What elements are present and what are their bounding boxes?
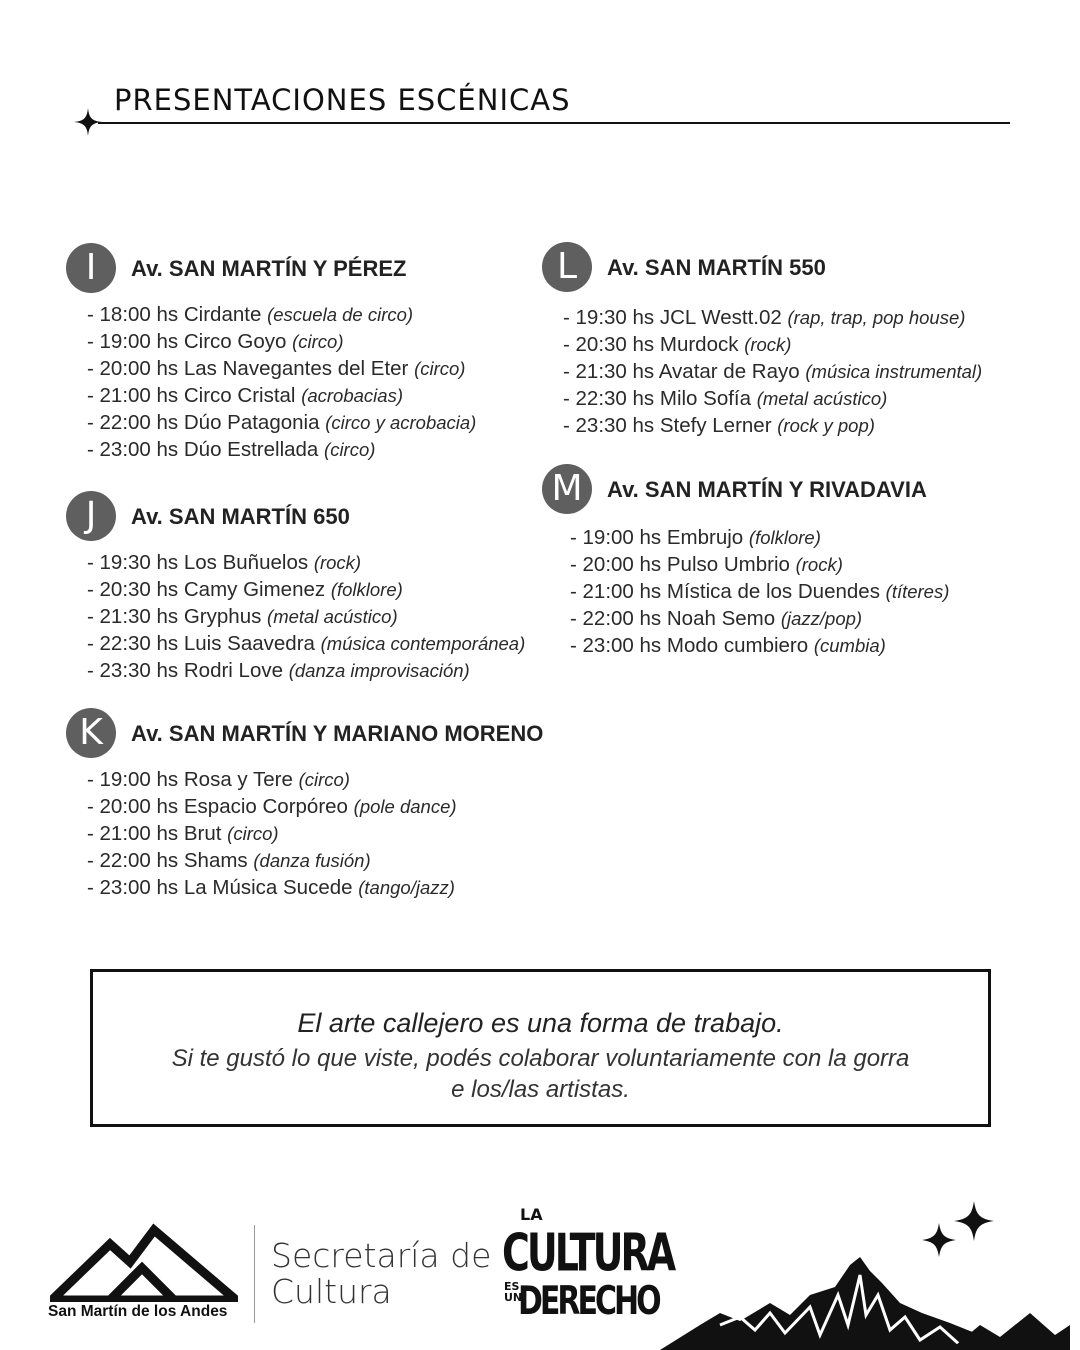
- notice-body-line: Si te gustó lo que viste, podés colaborar voluntariamente con la gorra: [171, 1045, 910, 1072]
- event-item: - 23:30 hs Stefy Lerner (rock y pop): [563, 414, 875, 437]
- venue-block: [66, 708, 544, 901]
- venue-letter-badge: M: [542, 464, 592, 514]
- venue-block: [66, 243, 476, 463]
- notice-box: [90, 969, 991, 1127]
- venue-block: [66, 491, 525, 684]
- event-item: - 21:00 hs Brut (circo): [87, 822, 279, 845]
- event-item: - 23:00 hs La Música Sucede (tango/jazz): [87, 876, 455, 899]
- event-item: - 20:00 hs Pulso Umbrio (rock): [570, 553, 843, 576]
- municipality-name: San Martín de los Andes: [48, 1303, 228, 1320]
- event-list: [87, 301, 476, 463]
- event-item: - 22:00 hs Noah Semo (jazz/pop): [570, 607, 863, 630]
- venue-block: [542, 242, 982, 439]
- event-item: - 18:00 hs Cirdante (escuela de circo): [87, 303, 414, 326]
- venue-name: Av. SAN MARTÍN Y RIVADAVIA: [607, 477, 927, 502]
- event-item: - 22:30 hs Luis Saavedra (música contemporánea): [87, 632, 526, 655]
- event-list: [87, 766, 457, 901]
- event-item: - 21:30 hs Gryphus (metal acústico): [87, 605, 398, 628]
- event-item: - 23:00 hs Modo cumbiero (cumbia): [570, 634, 886, 657]
- title-divider: [98, 122, 1010, 124]
- event-item: - 22:00 hs Dúo Patagonia (circo y acrobacia): [87, 411, 477, 434]
- venue-name: Av. SAN MARTÍN 550: [607, 255, 826, 280]
- event-item: - 21:00 hs Mística de los Duendes (títeres): [570, 580, 950, 603]
- event-item: - 23:00 hs Dúo Estrellada (circo): [87, 438, 376, 461]
- venue-letter-badge: I: [66, 243, 116, 293]
- cultura-derecho-logo: LA CULTURA ES UN DERECHO: [502, 1205, 674, 1325]
- event-item: - 21:30 hs Avatar de Rayo (música instrumental): [563, 360, 983, 383]
- event-item: - 20:00 hs Las Navegantes del Eter (circo): [87, 357, 466, 380]
- event-item: - 20:00 hs Espacio Corpóreo (pole dance): [87, 795, 457, 818]
- venue-letter-badge: L: [542, 242, 592, 292]
- venue-letter-badge: K: [66, 708, 116, 758]
- mountain-silhouette: [660, 1195, 1070, 1350]
- event-item: - 21:00 hs Circo Cristal (acrobacias): [87, 384, 403, 407]
- secretaria-logo: Secretaría de Cultura: [271, 1236, 492, 1311]
- event-item: - 19:00 hs Circo Goyo (circo): [87, 330, 344, 353]
- event-item: - 22:00 hs Shams (danza fusión): [87, 849, 371, 872]
- sparkle-stars-icon: [922, 1201, 994, 1257]
- footer-divider: [254, 1225, 255, 1323]
- mountain-outline-logo: [50, 1222, 238, 1302]
- event-item: - 19:30 hs JCL Westt.02 (rap, trap, pop house): [563, 306, 966, 329]
- event-item: - 19:00 hs Rosa y Tere (circo): [87, 768, 350, 791]
- event-item: - 19:30 hs Los Buñuelos (rock): [87, 551, 362, 574]
- venue-letter-badge: J: [66, 491, 116, 541]
- event-list: [563, 304, 982, 439]
- event-list: [570, 524, 949, 659]
- event-item: - 22:30 hs Milo Sofía (metal acústico): [563, 387, 888, 410]
- event-item: - 19:00 hs Embrujo (folklore): [570, 526, 821, 549]
- venue-name: Av. SAN MARTÍN Y PÉREZ: [131, 256, 407, 281]
- notice-body-line: e los/las artistas.: [451, 1076, 630, 1103]
- event-item: - 20:30 hs Camy Gimenez (folklore): [87, 578, 403, 601]
- notice-headline: El arte callejero es una forma de trabajo.: [297, 1008, 784, 1038]
- venue-name: Av. SAN MARTÍN 650: [131, 504, 350, 529]
- venue-name: Av. SAN MARTÍN Y MARIANO MORENO: [131, 721, 544, 746]
- venue-block: [542, 464, 949, 659]
- page-title: PRESENTACIONES ESCÉNICAS: [114, 83, 571, 117]
- municipality-logo: [48, 1222, 240, 1328]
- event-item: - 20:30 hs Murdock (rock): [563, 333, 792, 356]
- event-list: [87, 549, 525, 684]
- page-header: [74, 78, 1014, 138]
- event-item: - 23:30 hs Rodri Love (danza improvisación): [87, 659, 470, 682]
